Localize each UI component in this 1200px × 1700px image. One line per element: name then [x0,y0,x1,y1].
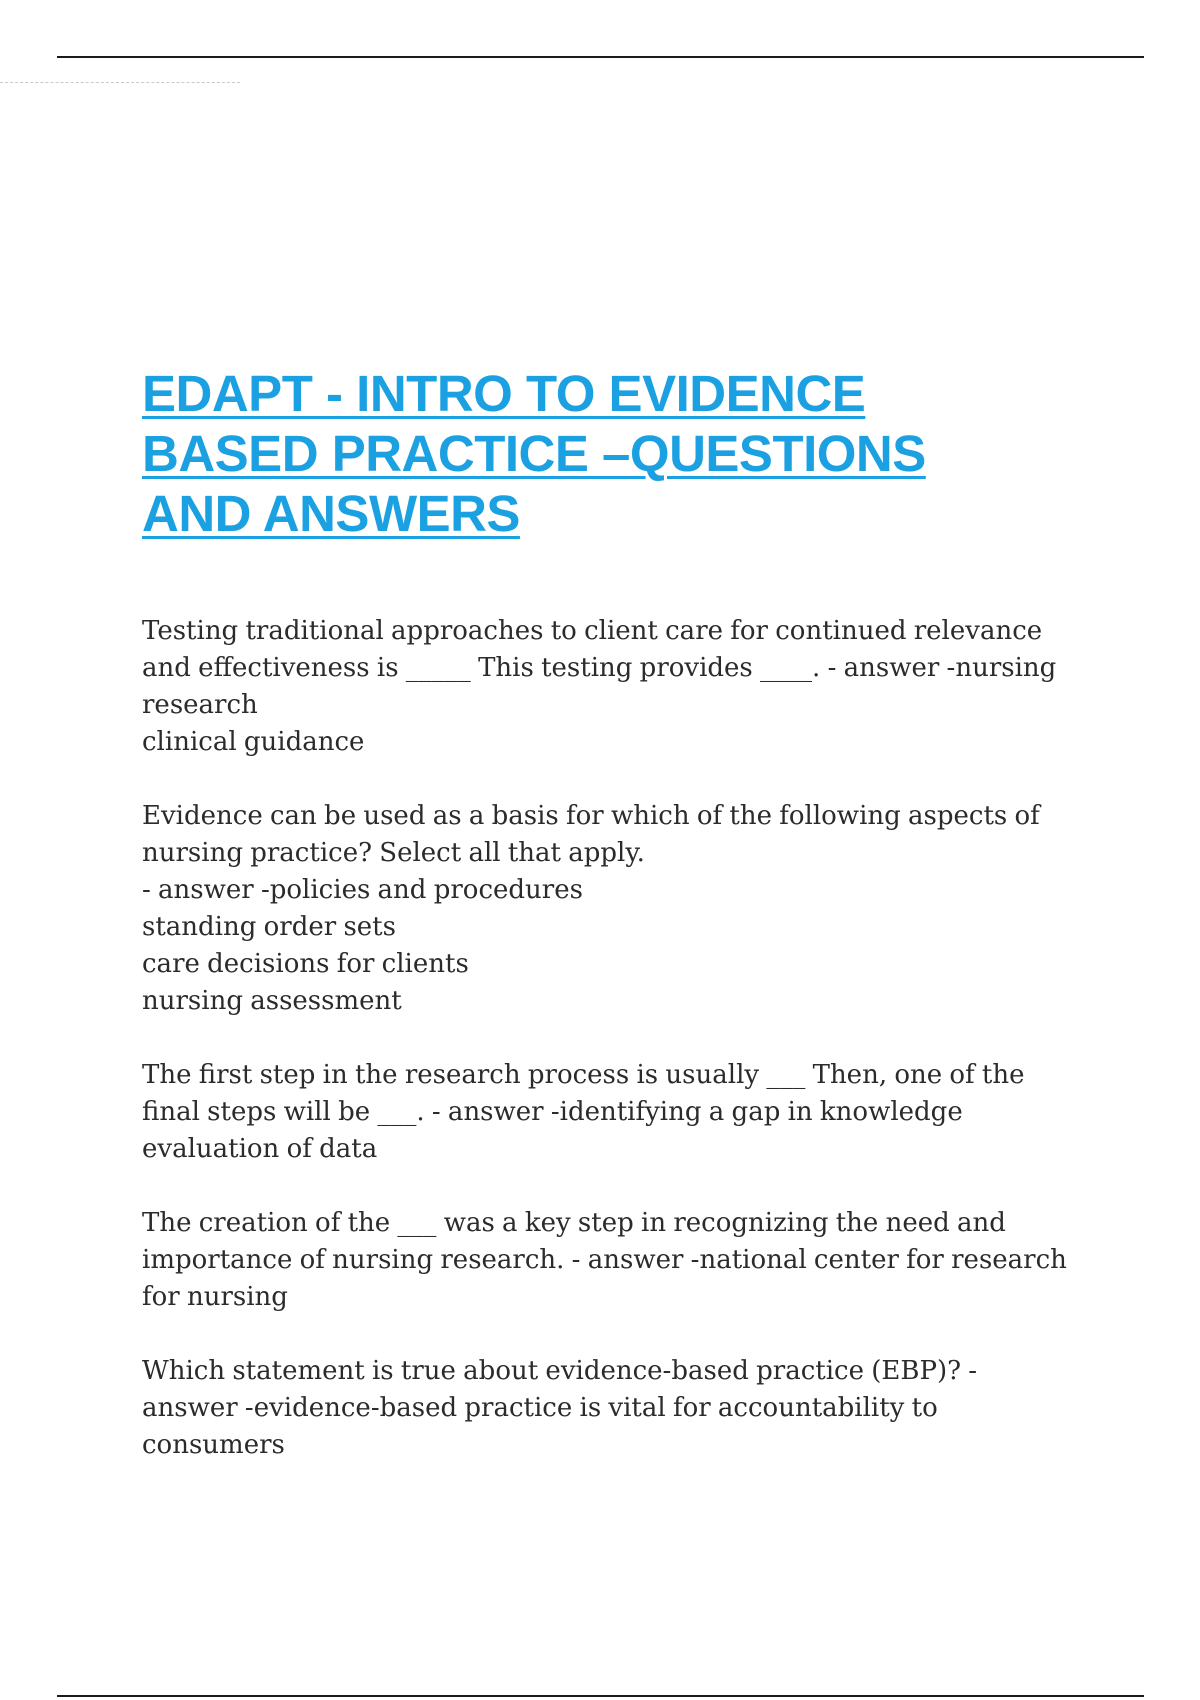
header-dotted-rule [0,82,240,83]
qa-item-3: The first step in the research process is usually ___ Then, one of the final steps will be ___. - answer -identifying a gap in knowledge evaluation of data [142,1060,1025,1164]
qa-item-5: Which statement is true about evidence-based practice (EBP)? - answer -evidence-based practice is vital for accountability to consumers [142,1356,978,1460]
qa-list [142,613,1072,1501]
footer-rule [57,1695,1144,1697]
header-rule [57,56,1144,58]
qa-item-1: Testing traditional approaches to client care for continued relevance and effectiveness is _____ This testing provides ____. - answer -nursing research clinical guidance [142,616,1057,757]
qa-item-2: Evidence can be used as a basis for which of the following aspects of nursing practice? Select all that apply. - answer -policies and procedures standing order sets care decisions for clients nursing assessment [142,801,1040,1016]
qa-item-4: The creation of the ___ was a key step in recognizing the need and importance of nursing research. - answer -national center for research for nursing [142,1208,1067,1312]
document-title: EDAPT - INTRO TO EVIDENCE BASED PRACTICE –QUESTIONS AND ANSWERS [142,365,926,542]
